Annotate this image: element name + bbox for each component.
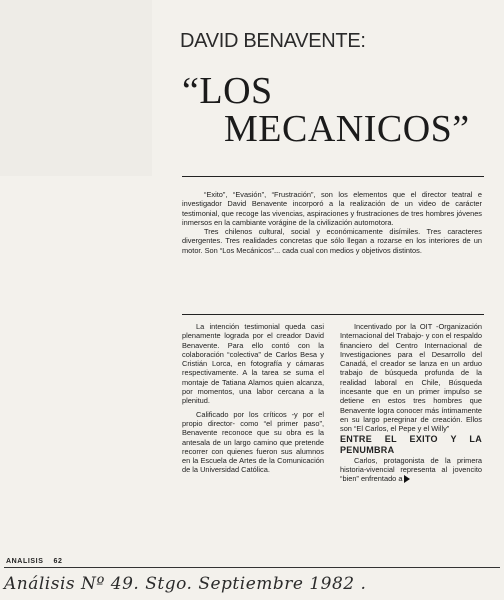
body-column-left	[182, 322, 324, 475]
body-paragraph: Calificado por los críticos -y por el propio director- como “el primer paso”, Benavente reconoce que su obra es la antesala de un largo camino que pretende recorrer con quienes fueron sus alumnos en la Escuela de Artes de la Comunicación de la Universidad Católica.	[182, 409, 324, 475]
lead-divider	[182, 314, 484, 315]
page-footer	[6, 558, 62, 565]
section-subheading: ENTRE EL EXITO Y LA PENUMBRA	[340, 433, 482, 455]
lead-paragraph: “Exito”, “Evasión”, “Frustración”, son los elementos que el director teatral e investigador David Benavente incorporó a la realización de un video de carácter testimonial, que recoge las vivencias, aspiraciones y frustraciones de tres hombres jóvenes inmersos en la cambiante vorágine de la civilización automotora.	[182, 190, 482, 227]
title-line-1: “LOS	[182, 70, 273, 112]
handwritten-note: Análisis Nº 49. Stgo. Septiembre 1982 .	[4, 574, 367, 594]
body-paragraph-text: Carlos, protagonista de la primera historia-vivencial representa al jovencito “bien” enfrentado a	[340, 455, 482, 484]
article-kicker: DAVID BENAVENTE:	[180, 30, 366, 52]
body-paragraph: Incentivado por la OIT -Organización Internacional del Trabajo- y con el respaldo financiero del Centro Internacional de Investigaciones para el Desarrollo del Canadá, el creador se lanza en un arduo trabajo de búsqueda profunda de la realidad laboral en Chile, Búsqueda incesante que en un primer impulso se detiene en estos tres hombres que Benavente logra conocer más íntimamente en su largo peregrinar de creación. Ellos son “El Carlos, el Pepe y el Willy”	[340, 322, 482, 434]
body-column-right	[340, 322, 482, 483]
body-paragraph: La intención testimonial queda casi plenamente lograda por el creador David Benavente. Para ello contó con la colaboración “colectiva” de Carlos Besa y Cristián Lorca, en fotografía y cámaras respectivamente. A la tarea se suma el montaje de Tatiana Alamos quien alcanza, por momentos, una labor cercana a la plenitud.	[182, 322, 324, 406]
lead-text	[182, 190, 482, 255]
title-line-2: MECANICOS”	[224, 108, 470, 150]
footer-rule	[4, 567, 500, 568]
continue-arrow-icon	[404, 475, 410, 483]
page-number: 62	[53, 558, 63, 565]
title-divider	[182, 176, 484, 177]
magazine-name: ANALISIS	[6, 558, 44, 565]
blank-margin-strip	[0, 0, 152, 176]
lead-paragraph: Tres chilenos cultural, social y económicamente disímiles. Tres caracteres divergentes. Tres realidades concretas que sólo llegan a rozarse en los interiores de un motor. Son “Los Mecánicos”... cada cual con medios y objetivos distintos.	[182, 227, 482, 255]
body-paragraph	[340, 456, 482, 484]
article-title	[182, 72, 482, 148]
